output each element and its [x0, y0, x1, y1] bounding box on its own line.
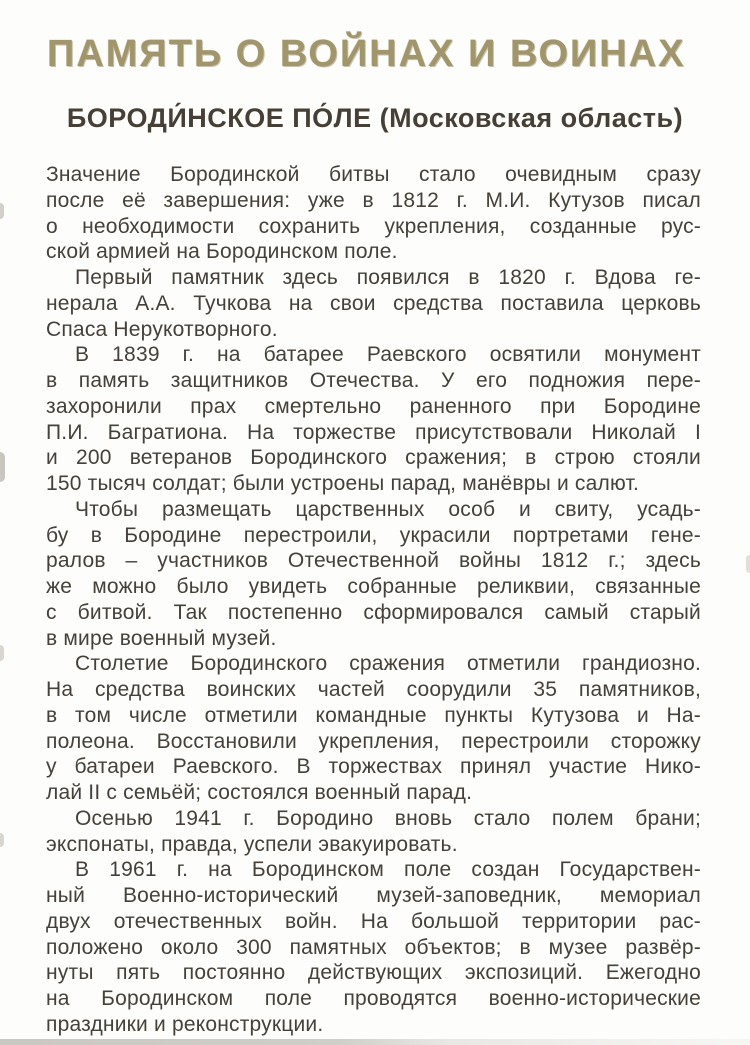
text-line: В 1961 г. на Бородинском поле создан Государствен-	[75, 858, 701, 882]
text-line: же можно было увидеть собранные реликвии, связанные	[46, 575, 701, 598]
text-line: ный Военно-исторический музей-заповедник, мемориал	[46, 884, 701, 907]
text-line: Столетие Бородинского сражения отметили грандиозно.	[75, 652, 701, 676]
text-line: в память защитников Отечества. У его подножия пере-	[46, 369, 701, 392]
scan-bottom-edge	[0, 1039, 750, 1045]
text-line: В 1839 г. на батарее Раевского освятили монумент	[75, 343, 701, 367]
text-line: бу в Бородине перестроили, украсили портретами гене-	[46, 523, 701, 547]
text-line: праздники и реконструкции.	[46, 1012, 324, 1036]
scan-edge-smudge	[746, 555, 750, 573]
section-title: БОРОДИ́НСКОЕ ПО́ЛЕ (Московская область)	[66, 103, 684, 133]
text-line: Первый памятник здесь появился в 1820 г. Вдова ге-	[75, 266, 701, 289]
chapter-title: ПАМЯТЬ О ВОЙНАХ И ВОИНАХ	[47, 33, 686, 75]
text-line: нуты пять постоянно действующих экспозиций. Ежегодно	[46, 961, 701, 985]
text-line: положено около 300 памятных объектов; в музее развёр-	[46, 935, 701, 959]
text-line: ской армией на Бородинском поле.	[46, 240, 398, 264]
article-text	[46, 162, 701, 1038]
text-line: Значение Бородинской битвы стало очевидным сразу	[46, 163, 701, 186]
text-line: и 200 ветеранов Бородинского сражения; в строю стояли	[46, 446, 701, 470]
text-line: после её завершения: уже в 1812 г. М.И. Кутузов писал	[46, 188, 701, 212]
text-line: Чтобы размещать царственных особ и свиту, усадь-	[75, 497, 701, 521]
text-line: нерала А.А. Тучкова на свои средства поставила церковь	[46, 291, 701, 315]
text-line: ралов – участников Отечественной войны 1812 г.; здесь	[46, 549, 701, 573]
text-line: о необходимости сохранить укрепления, созданные рус-	[46, 214, 701, 238]
text-line: 150 тысяч солдат; были устроены парад, манёвры и салют.	[46, 472, 639, 495]
text-line: П.И. Багратиона. На торжестве присутствовали Николай I	[46, 420, 701, 444]
text-line: в том числе отметили командные пункты Кутузова и На-	[46, 703, 701, 727]
scan-edge-smudge	[0, 452, 5, 482]
text-line: на Бородинском поле проводятся военно-исторические	[46, 987, 701, 1010]
text-line: На средства воинских частей соорудили 35 памятников,	[46, 678, 701, 701]
text-line: с битвой. Так постепенно сформировался самый старый	[46, 600, 701, 624]
text-line: в мире военный музей.	[46, 626, 277, 650]
text-line: захоронили прах смертельно раненного при Бородине	[46, 394, 701, 418]
text-line: у батареи Раевского. В торжествах принял участие Нико-	[46, 755, 701, 779]
text-line: лай II с семьёй; состоялся военный парад.	[46, 781, 473, 804]
text-line: полеона. Восстановили укрепления, перестроили сторожку	[46, 729, 701, 753]
scan-edge-smudge	[0, 645, 4, 661]
text-line: Осенью 1941 г. Бородино вновь стало полем брани;	[75, 806, 701, 830]
text-line: двух отечественных войн. На большой территории рас-	[46, 909, 701, 933]
scan-edge-smudge	[0, 833, 4, 847]
text-line: Спаса Нерукотворного.	[46, 317, 278, 341]
text-line: экспонаты, правда, успели эвакуировать.	[46, 832, 458, 856]
scan-edge-smudge	[0, 203, 4, 219]
